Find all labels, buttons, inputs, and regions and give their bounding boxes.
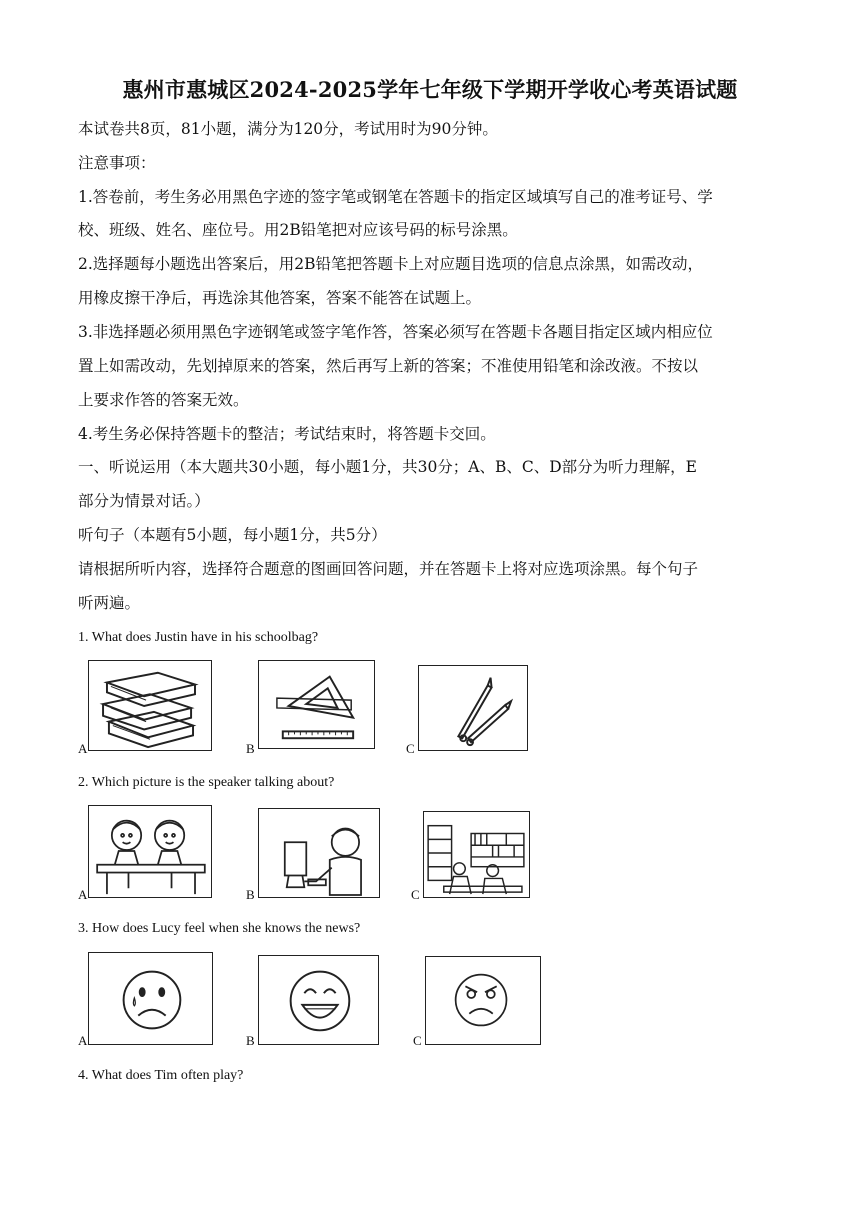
angry-face-picture[interactable]	[425, 956, 541, 1045]
students-icon	[89, 806, 211, 897]
computer-icon	[259, 809, 379, 897]
sad-face-picture[interactable]	[88, 952, 213, 1045]
library-icon	[424, 812, 529, 897]
option-label: B	[246, 1033, 255, 1048]
pencils-picture[interactable]	[418, 665, 528, 751]
angry-face-icon	[426, 957, 540, 1044]
happy-face-picture[interactable]	[258, 955, 379, 1045]
books-icon	[89, 661, 211, 750]
option-label: C	[413, 1033, 422, 1048]
option-label: C	[406, 741, 415, 756]
notice-item-2b: 用橡皮擦干净后，再选涂其他答案，答案不能答在试题上。	[78, 289, 482, 307]
notice-item-1b: 校、班级、姓名、座位号。用2B铅笔把对应该号码的标号涂黑。	[78, 221, 518, 239]
section-heading-a: 一、听说运用（本大题共30小题，每小题1分，共30分；A、B、C、D部分为听力理解，E	[78, 458, 697, 476]
notice-item-3b: 置上如需改动，先划掉原来的答案，然后再写上新的答案；不准使用铅笔和涂改液。不按以	[78, 357, 699, 375]
notice-item-4: 4.考生务必保持答题卡的整洁；考试结束时，将答题卡交回。	[78, 425, 496, 443]
question-4: 4. What does Tim often play?	[78, 1068, 244, 1083]
notice-item-2a: 2.选择题每小题选出答案后，用2B铅笔把答题卡上对应题目选项的信息点涂黑，如需改动，	[78, 255, 704, 273]
question-2: 2. Which picture is the speaker talking about?	[78, 775, 335, 790]
instruction-a: 请根据所听内容，选择符合题意的图画回答问题，并在答题卡上将对应选项涂黑。每个句子	[78, 560, 699, 578]
notice-item-3a: 3.非选择题必须用黑色字迹钢笔或签字笔作答，答案必须写在答题卡各题目指定区域内相应位	[78, 323, 713, 341]
option-label: B	[246, 887, 255, 902]
instruction-b: 听两遍。	[78, 594, 141, 612]
option-label: B	[246, 741, 255, 756]
notice-item-1a: 1.答卷前，考生务必用黑色字迹的签字笔或钢笔在答题卡的指定区域填写自己的准考证号、学	[78, 188, 713, 206]
page-title: 惠州市惠城区2024-2025学年七年级下学期开学收心考英语试题	[122, 77, 738, 102]
notice-item-3c: 上要求作答的答案无效。	[78, 391, 249, 409]
section-heading-b: 部分为情景对话。）	[78, 492, 210, 510]
computer-picture[interactable]	[258, 808, 380, 898]
library-picture[interactable]	[423, 811, 530, 898]
option-label: C	[411, 887, 420, 902]
happy-face-icon	[259, 956, 378, 1044]
ruler-triangle-picture[interactable]	[258, 660, 375, 749]
students-picture[interactable]	[88, 805, 212, 898]
sad-face-icon	[89, 953, 212, 1044]
pencil-icon	[419, 666, 527, 750]
option-label: A	[78, 741, 88, 756]
exam-intro: 本试卷共8页，81小题，满分为120分，考试用时为90分钟。	[78, 120, 498, 138]
notice-heading: 注意事项：	[78, 154, 156, 172]
ruler-icon	[259, 661, 374, 748]
part-heading: 听句子（本题有5小题，每小题1分，共5分）	[78, 526, 387, 544]
option-label: A	[78, 1033, 88, 1048]
option-label: A	[78, 887, 88, 902]
question-1: 1. What does Justin have in his schoolbag?	[78, 630, 319, 645]
question-3: 3. How does Lucy feel when she knows the news?	[78, 921, 361, 936]
books-picture[interactable]	[88, 660, 212, 751]
